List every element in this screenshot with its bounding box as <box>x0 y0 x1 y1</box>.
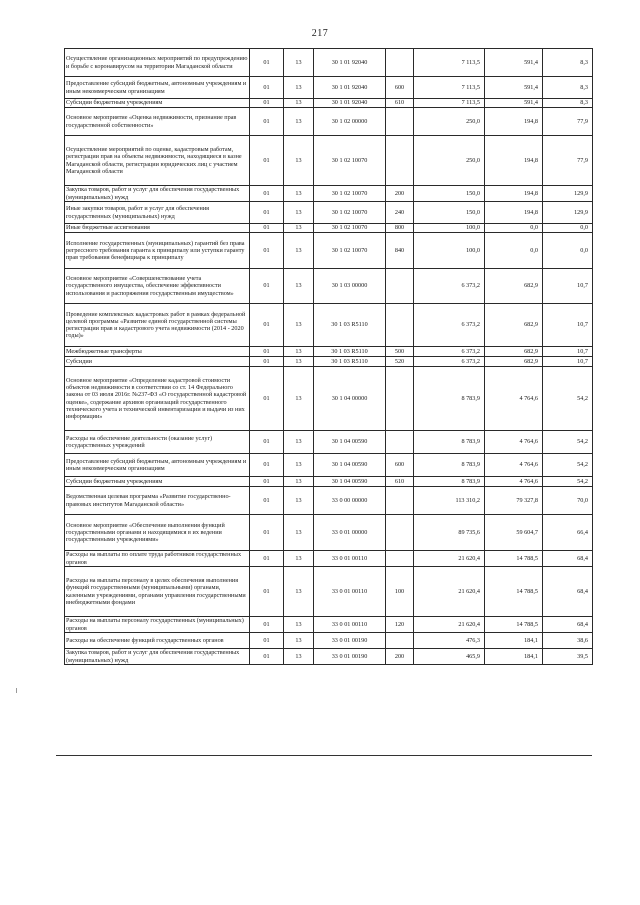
execution-percent: 68,4 <box>543 567 593 617</box>
planned-amount: 8 783,9 <box>414 431 485 454</box>
executed-amount: 4 764,6 <box>485 431 543 454</box>
expense-type-code <box>386 304 414 347</box>
executed-amount: 184,1 <box>485 649 543 665</box>
section-code: 01 <box>250 108 284 136</box>
row-description: Предоставление субсидий бюджетным, автономным учреждениям и иным некоммерческим организациям <box>65 454 250 477</box>
target-article-code: 33 0 00 00000 <box>314 487 386 515</box>
execution-percent: 54,2 <box>543 477 593 487</box>
section-code: 01 <box>250 304 284 347</box>
subsection-code: 13 <box>284 202 314 224</box>
row-description: Основное мероприятие «Обеспечение выполнения функций государственными органами и находящимися в их ведении государственными учреждениями» <box>65 515 250 551</box>
planned-amount: 250,0 <box>414 108 485 136</box>
expense-type-code: 240 <box>386 202 414 224</box>
planned-amount: 21 620,4 <box>414 567 485 617</box>
row-description: Основное мероприятие «Оценка недвижимости, признание прав государственной собственности» <box>65 108 250 136</box>
executed-amount: 682,9 <box>485 269 543 304</box>
executed-amount: 591,4 <box>485 77 543 99</box>
target-article-code: 30 1 04 00000 <box>314 367 386 431</box>
expense-type-code: 200 <box>386 186 414 202</box>
table-row <box>65 367 593 431</box>
row-description: Расходы на обеспечение деятельности (оказание услуг) государственных учреждений <box>65 431 250 454</box>
target-article-code: 33 0 01 00000 <box>314 515 386 551</box>
execution-percent: 129,9 <box>543 186 593 202</box>
budget-table-body <box>65 49 593 665</box>
planned-amount: 7 113,5 <box>414 77 485 99</box>
executed-amount: 0,0 <box>485 233 543 269</box>
target-article-code: 30 1 01 92040 <box>314 77 386 99</box>
executed-amount: 14 788,5 <box>485 567 543 617</box>
expense-type-code <box>386 515 414 551</box>
planned-amount: 465,9 <box>414 649 485 665</box>
subsection-code: 13 <box>284 304 314 347</box>
target-article-code: 30 1 03 00000 <box>314 269 386 304</box>
expense-type-code: 200 <box>386 649 414 665</box>
target-article-code: 33 0 01 00110 <box>314 551 386 567</box>
expense-type-code: 100 <box>386 567 414 617</box>
planned-amount: 7 113,5 <box>414 99 485 108</box>
expense-type-code: 120 <box>386 617 414 633</box>
table-row <box>65 551 593 567</box>
target-article-code: 30 1 04 00590 <box>314 477 386 487</box>
executed-amount: 682,9 <box>485 304 543 347</box>
expense-type-code <box>386 367 414 431</box>
planned-amount: 100,0 <box>414 233 485 269</box>
execution-percent: 68,4 <box>543 617 593 633</box>
section-code: 01 <box>250 136 284 186</box>
planned-amount: 8 783,9 <box>414 477 485 487</box>
execution-percent: 54,2 <box>543 431 593 454</box>
section-code: 01 <box>250 617 284 633</box>
table-row <box>65 515 593 551</box>
table-row <box>65 233 593 269</box>
subsection-code: 13 <box>284 367 314 431</box>
planned-amount: 7 113,5 <box>414 49 485 77</box>
subsection-code: 13 <box>284 431 314 454</box>
executed-amount: 682,9 <box>485 357 543 367</box>
execution-percent: 129,9 <box>543 202 593 224</box>
row-description: Расходы на выплаты персоналу в целях обеспечения выполнения функций государственными (муниципальными) органами, казенными учреждениями, органами управления государственными внебюджетными фондами <box>65 567 250 617</box>
subsection-code: 13 <box>284 567 314 617</box>
executed-amount: 194,8 <box>485 202 543 224</box>
target-article-code: 30 1 02 10070 <box>314 136 386 186</box>
table-row <box>65 186 593 202</box>
expense-type-code <box>386 49 414 77</box>
execution-percent: 54,2 <box>543 367 593 431</box>
expense-type-code: 500 <box>386 347 414 357</box>
section-code: 01 <box>250 202 284 224</box>
executed-amount: 4 764,6 <box>485 454 543 477</box>
expense-type-code: 600 <box>386 77 414 99</box>
expense-type-code <box>386 487 414 515</box>
planned-amount: 6 373,2 <box>414 347 485 357</box>
expense-type-code <box>386 136 414 186</box>
target-article-code: 30 1 03 R5110 <box>314 347 386 357</box>
table-row <box>65 202 593 224</box>
subsection-code: 13 <box>284 49 314 77</box>
subsection-code: 13 <box>284 108 314 136</box>
row-description: Расходы на обеспечение функций государственных органов <box>65 633 250 649</box>
subsection-code: 13 <box>284 99 314 108</box>
execution-percent: 66,4 <box>543 515 593 551</box>
table-row <box>65 224 593 233</box>
page-divider-line <box>56 755 592 756</box>
row-description: Предоставление субсидий бюджетным, автономным учреждениям и иным некоммерческим организациям <box>65 77 250 99</box>
executed-amount: 184,1 <box>485 633 543 649</box>
row-description: Закупка товаров, работ и услуг для обеспечения государственных (муниципальных) нужд <box>65 186 250 202</box>
execution-percent: 10,7 <box>543 357 593 367</box>
execution-percent: 0,0 <box>543 233 593 269</box>
table-row <box>65 108 593 136</box>
page-number: 217 <box>311 28 329 39</box>
table-row <box>65 304 593 347</box>
budget-table <box>64 48 593 665</box>
table-row <box>65 49 593 77</box>
expense-type-code <box>386 108 414 136</box>
section-code: 01 <box>250 567 284 617</box>
section-code: 01 <box>250 633 284 649</box>
execution-percent: 68,4 <box>543 551 593 567</box>
execution-percent: 77,9 <box>543 136 593 186</box>
target-article-code: 30 1 03 R5110 <box>314 304 386 347</box>
table-row <box>65 269 593 304</box>
target-article-code: 30 1 04 00590 <box>314 431 386 454</box>
section-code: 01 <box>250 454 284 477</box>
target-article-code: 33 0 01 00110 <box>314 567 386 617</box>
planned-amount: 89 735,6 <box>414 515 485 551</box>
row-description: Проведение комплексных кадастровых работ в рамках федеральной целевой программы «Развитие единой государственной системы регистрации прав и кадастрового учета недвижимости (2014 - 2020 годы)» <box>65 304 250 347</box>
table-row <box>65 454 593 477</box>
table-row <box>65 347 593 357</box>
executed-amount: 79 327,8 <box>485 487 543 515</box>
target-article-code: 33 0 01 00190 <box>314 649 386 665</box>
table-row <box>65 633 593 649</box>
expense-type-code: 610 <box>386 477 414 487</box>
subsection-code: 13 <box>284 515 314 551</box>
row-description: Ведомственная целевая программа «Развитие государственно-правовых институтов Магаданской области» <box>65 487 250 515</box>
planned-amount: 8 783,9 <box>414 367 485 431</box>
executed-amount: 591,4 <box>485 49 543 77</box>
execution-percent: 0,0 <box>543 224 593 233</box>
subsection-code: 13 <box>284 487 314 515</box>
planned-amount: 6 373,2 <box>414 304 485 347</box>
row-description: Субсидии бюджетным учреждениям <box>65 477 250 487</box>
executed-amount: 4 764,6 <box>485 477 543 487</box>
execution-percent: 38,6 <box>543 633 593 649</box>
executed-amount: 194,8 <box>485 136 543 186</box>
planned-amount: 8 783,9 <box>414 454 485 477</box>
expense-type-code <box>386 269 414 304</box>
section-code: 01 <box>250 77 284 99</box>
execution-percent: 10,7 <box>543 347 593 357</box>
subsection-code: 13 <box>284 357 314 367</box>
expense-type-code: 600 <box>386 454 414 477</box>
target-article-code: 30 1 02 10070 <box>314 202 386 224</box>
table-row <box>65 77 593 99</box>
row-description: Расходы на выплаты по оплате труда работников государственных органов <box>65 551 250 567</box>
row-description: Основное мероприятие «Совершенствование учета государственного имущества, обеспечение эффективности использования и распоряжения государственным имуществом» <box>65 269 250 304</box>
execution-percent: 10,7 <box>543 304 593 347</box>
executed-amount: 14 788,5 <box>485 617 543 633</box>
expense-type-code <box>386 633 414 649</box>
table-row <box>65 649 593 665</box>
table-row <box>65 99 593 108</box>
expense-type-code: 610 <box>386 99 414 108</box>
section-code: 01 <box>250 99 284 108</box>
target-article-code: 30 1 03 R5110 <box>314 357 386 367</box>
expense-type-code: 520 <box>386 357 414 367</box>
subsection-code: 13 <box>284 633 314 649</box>
execution-percent: 8,3 <box>543 77 593 99</box>
target-article-code: 30 1 04 00590 <box>314 454 386 477</box>
executed-amount: 194,8 <box>485 186 543 202</box>
section-code: 01 <box>250 233 284 269</box>
subsection-code: 13 <box>284 186 314 202</box>
row-description: Иные закупки товаров, работ и услуг для обеспечения государственных (муниципальных) нужд <box>65 202 250 224</box>
executed-amount: 0,0 <box>485 224 543 233</box>
expense-type-code <box>386 431 414 454</box>
subsection-code: 13 <box>284 224 314 233</box>
target-article-code: 30 1 02 10070 <box>314 186 386 202</box>
subsection-code: 13 <box>284 617 314 633</box>
row-description: Субсидии <box>65 357 250 367</box>
executed-amount: 59 604,7 <box>485 515 543 551</box>
table-row <box>65 477 593 487</box>
section-code: 01 <box>250 487 284 515</box>
subsection-code: 13 <box>284 269 314 304</box>
expense-type-code: 840 <box>386 233 414 269</box>
subsection-code: 13 <box>284 77 314 99</box>
executed-amount: 194,8 <box>485 108 543 136</box>
section-code: 01 <box>250 431 284 454</box>
subsection-code: 13 <box>284 454 314 477</box>
execution-percent: 10,7 <box>543 269 593 304</box>
table-row <box>65 487 593 515</box>
planned-amount: 476,3 <box>414 633 485 649</box>
planned-amount: 150,0 <box>414 186 485 202</box>
table-row <box>65 617 593 633</box>
execution-percent: 54,2 <box>543 454 593 477</box>
executed-amount: 4 764,6 <box>485 367 543 431</box>
row-description: Исполнение государственных (муниципальных) гарантий без права регрессного требования гаранта к принципалу или уступки гаранту прав требования бенефициара к принципалу <box>65 233 250 269</box>
subsection-code: 13 <box>284 233 314 269</box>
target-article-code: 30 1 01 92040 <box>314 49 386 77</box>
execution-percent: 8,3 <box>543 49 593 77</box>
section-code: 01 <box>250 649 284 665</box>
section-code: 01 <box>250 269 284 304</box>
planned-amount: 21 620,4 <box>414 617 485 633</box>
target-article-code: 30 1 02 10070 <box>314 224 386 233</box>
row-description: Закупка товаров, работ и услуг для обеспечения государственных (муниципальных) нужд <box>65 649 250 665</box>
target-article-code: 30 1 02 10070 <box>314 233 386 269</box>
row-description: Основное мероприятие «Определение кадастровой стоимости объектов недвижимости в соответствии со ст. 14 Федерального закона от 03 июля 2016г. №237-ФЗ «О государственной кадастровой оценке», содержание архивов организаций государственного технического учета и технической инвентаризации и выдачи из них информации» <box>65 367 250 431</box>
execution-percent: 70,0 <box>543 487 593 515</box>
planned-amount: 100,0 <box>414 224 485 233</box>
expense-type-code <box>386 551 414 567</box>
target-article-code: 33 0 01 00110 <box>314 617 386 633</box>
table-row <box>65 431 593 454</box>
section-code: 01 <box>250 357 284 367</box>
table-row <box>65 357 593 367</box>
section-code: 01 <box>250 49 284 77</box>
row-description: Осуществление организационных мероприятий по предупреждению и борьбе с коронавирусом на территории Магаданской области <box>65 49 250 77</box>
target-article-code: 30 1 01 92040 <box>314 99 386 108</box>
planned-amount: 113 310,2 <box>414 487 485 515</box>
row-description: Осуществление мероприятий по оценке, кадастровым работам, регистрации прав на объекты недвижимости, находящиеся в казне Магаданской области, регистрации юридических лиц с участием Магаданской области <box>65 136 250 186</box>
execution-percent: 77,9 <box>543 108 593 136</box>
row-description: Расходы на выплаты персоналу государственных (муниципальных) органов <box>65 617 250 633</box>
expense-type-code: 800 <box>386 224 414 233</box>
section-code: 01 <box>250 347 284 357</box>
subsection-code: 13 <box>284 347 314 357</box>
row-description: Межбюджетные трансферты <box>65 347 250 357</box>
planned-amount: 21 620,4 <box>414 551 485 567</box>
table-row <box>65 567 593 617</box>
table-row <box>65 136 593 186</box>
execution-percent: 8,3 <box>543 99 593 108</box>
row-description: Субсидии бюджетным учреждениям <box>65 99 250 108</box>
planned-amount: 6 373,2 <box>414 357 485 367</box>
execution-percent: 39,5 <box>543 649 593 665</box>
planned-amount: 250,0 <box>414 136 485 186</box>
planned-amount: 6 373,2 <box>414 269 485 304</box>
executed-amount: 14 788,5 <box>485 551 543 567</box>
executed-amount: 682,9 <box>485 347 543 357</box>
section-code: 01 <box>250 515 284 551</box>
row-description: Иные бюджетные ассигнования <box>65 224 250 233</box>
section-code: 01 <box>250 477 284 487</box>
subsection-code: 13 <box>284 649 314 665</box>
planned-amount: 150,0 <box>414 202 485 224</box>
target-article-code: 30 1 02 00000 <box>314 108 386 136</box>
subsection-code: 13 <box>284 551 314 567</box>
section-code: 01 <box>250 224 284 233</box>
target-article-code: 33 0 01 00190 <box>314 633 386 649</box>
section-code: 01 <box>250 367 284 431</box>
section-code: 01 <box>250 551 284 567</box>
subsection-code: 13 <box>284 136 314 186</box>
section-code: 01 <box>250 186 284 202</box>
executed-amount: 591,4 <box>485 99 543 108</box>
margin-mark <box>16 688 17 693</box>
subsection-code: 13 <box>284 477 314 487</box>
